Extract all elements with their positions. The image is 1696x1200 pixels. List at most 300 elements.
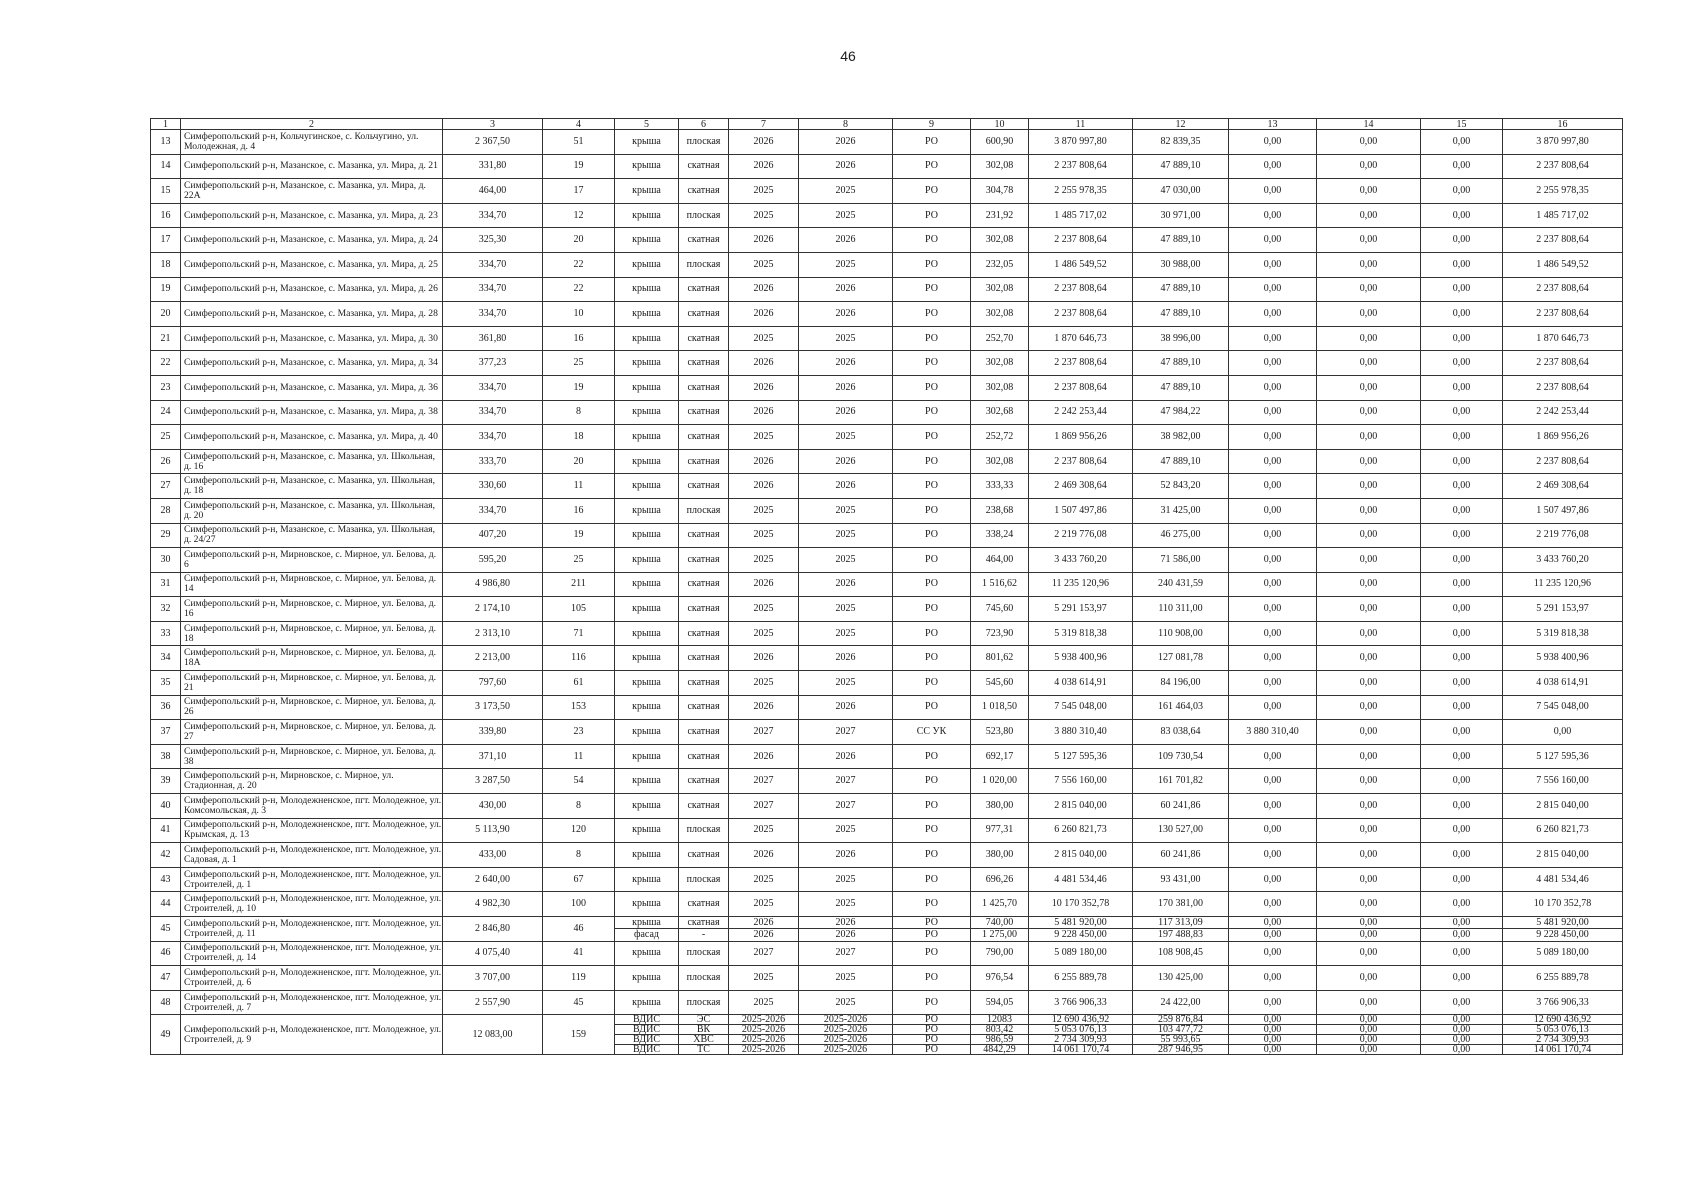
year-plan-cell: 2026: [729, 572, 799, 597]
funding-source-cell: РО: [893, 843, 971, 868]
year-plan-cell: 2026: [729, 474, 799, 499]
structural-element-cell: крыша: [615, 228, 679, 253]
col15-cell: 0,00: [1421, 400, 1503, 425]
unit-cost-cell: 170 381,00: [1133, 892, 1229, 917]
unit-cost-cell: 55 993,65: [1133, 1035, 1229, 1045]
volume-cell: 692,17: [971, 744, 1029, 769]
col14-cell: 0,00: [1317, 646, 1421, 671]
col15-cell: 0,00: [1421, 843, 1503, 868]
total-cell: 9 228 450,00: [1503, 929, 1623, 941]
row-number-cell: 36: [151, 695, 181, 720]
row-number-cell: 13: [151, 130, 181, 155]
col14-cell: 0,00: [1317, 720, 1421, 745]
funding-source-cell: РО: [893, 1025, 971, 1035]
col13-cell: 0,00: [1229, 867, 1317, 892]
col13-cell: 0,00: [1229, 929, 1317, 941]
element-type-cell: скатная: [679, 744, 729, 769]
unit-cost-cell: 130 527,00: [1133, 818, 1229, 843]
volume-cell: 976,54: [971, 966, 1029, 991]
address-cell: Симферопольский р-н, Мазанское, с. Мазанка, ул. Школьная, д. 18: [181, 474, 443, 499]
structural-element-cell: ВДИС: [615, 1045, 679, 1055]
residents-cell: 120: [543, 818, 615, 843]
col15-cell: 0,00: [1421, 720, 1503, 745]
cost-cell: 2 237 808,64: [1029, 351, 1133, 376]
year-fact-cell: 2025: [799, 892, 893, 917]
col13-cell: 0,00: [1229, 597, 1317, 622]
year-plan-cell: 2026: [729, 228, 799, 253]
funding-source-cell: РО: [893, 228, 971, 253]
col14-cell: 0,00: [1317, 671, 1421, 696]
residents-cell: 20: [543, 449, 615, 474]
unit-cost-cell: 46 275,00: [1133, 523, 1229, 548]
total-cell: 5 089 180,00: [1503, 941, 1623, 966]
address-cell: Симферопольский р-н, Мирновское, с. Мирное, ул. Белова, д. 38: [181, 744, 443, 769]
year-fact-cell: 2026: [799, 400, 893, 425]
element-type-cell: плоская: [679, 966, 729, 991]
address-cell: Симферопольский р-н, Молодежненское, пгт. Молодежное, ул. Строителей, д. 9: [181, 1015, 443, 1055]
element-type-cell: скатная: [679, 179, 729, 204]
col14-cell: 0,00: [1317, 929, 1421, 941]
cost-cell: 2 237 808,64: [1029, 302, 1133, 327]
address-cell: Симферопольский р-н, Мазанское, с. Мазанка, ул. Мира, д. 34: [181, 351, 443, 376]
cost-cell: 2 734 309,93: [1029, 1035, 1133, 1045]
table-row: [151, 646, 1623, 671]
total-cell: 12 690 436,92: [1503, 1015, 1623, 1025]
structural-element-cell: крыша: [615, 794, 679, 819]
funding-source-cell: РО: [893, 302, 971, 327]
col15-cell: 0,00: [1421, 498, 1503, 523]
col15-cell: 0,00: [1421, 179, 1503, 204]
volume-cell: 1 516,62: [971, 572, 1029, 597]
col15-cell: 0,00: [1421, 769, 1503, 794]
col14-cell: 0,00: [1317, 302, 1421, 327]
column-header: 1: [151, 119, 181, 130]
area-cell: 334,70: [443, 302, 543, 327]
funding-source-cell: РО: [893, 941, 971, 966]
row-number-cell: 27: [151, 474, 181, 499]
address-cell: Симферопольский р-н, Мазанское, с. Мазанка, ул. Мира, д. 38: [181, 400, 443, 425]
residents-cell: 12: [543, 203, 615, 228]
col13-cell: 0,00: [1229, 990, 1317, 1015]
cost-cell: 2 219 776,08: [1029, 523, 1133, 548]
col13-cell: 0,00: [1229, 1015, 1317, 1025]
column-header: 3: [443, 119, 543, 130]
address-cell: Симферопольский р-н, Молодежненское, пгт. Молодежное, ул. Садовая, д. 1: [181, 843, 443, 868]
col14-cell: 0,00: [1317, 523, 1421, 548]
cost-cell: 1 485 717,02: [1029, 203, 1133, 228]
table-row: [151, 621, 1623, 646]
unit-cost-cell: 47 889,10: [1133, 302, 1229, 327]
structural-element-cell: фасад: [615, 929, 679, 941]
cost-cell: 1 507 497,86: [1029, 498, 1133, 523]
total-cell: 2 815 040,00: [1503, 843, 1623, 868]
structural-element-cell: крыша: [615, 523, 679, 548]
row-number-cell: 37: [151, 720, 181, 745]
column-header: 13: [1229, 119, 1317, 130]
funding-source-cell: РО: [893, 695, 971, 720]
col13-cell: 0,00: [1229, 769, 1317, 794]
area-cell: 2 640,00: [443, 867, 543, 892]
structural-element-cell: крыша: [615, 498, 679, 523]
element-type-cell: скатная: [679, 326, 729, 351]
table-row: [151, 375, 1623, 400]
year-fact-cell: 2027: [799, 720, 893, 745]
col13-cell: 0,00: [1229, 794, 1317, 819]
element-type-cell: скатная: [679, 523, 729, 548]
total-cell: 6 260 821,73: [1503, 818, 1623, 843]
structural-element-cell: крыша: [615, 818, 679, 843]
unit-cost-cell: 84 196,00: [1133, 671, 1229, 696]
total-cell: 1 869 956,26: [1503, 425, 1623, 450]
col15-cell: 0,00: [1421, 523, 1503, 548]
year-plan-cell: 2026: [729, 695, 799, 720]
area-cell: 334,70: [443, 203, 543, 228]
year-fact-cell: 2025-2026: [799, 1045, 893, 1055]
year-fact-cell: 2027: [799, 794, 893, 819]
address-cell: Симферопольский р-н, Мазанское, с. Мазанка, ул. Мира, д. 22А: [181, 179, 443, 204]
address-cell: Симферопольский р-н, Мазанское, с. Мазанка, ул. Мира, д. 36: [181, 375, 443, 400]
volume-cell: 740,00: [971, 917, 1029, 929]
table-row: [151, 302, 1623, 327]
year-plan-cell: 2025: [729, 966, 799, 991]
area-cell: 407,20: [443, 523, 543, 548]
col14-cell: 0,00: [1317, 1045, 1421, 1055]
volume-cell: 977,31: [971, 818, 1029, 843]
structural-element-cell: крыша: [615, 154, 679, 179]
volume-cell: 302,08: [971, 302, 1029, 327]
year-plan-cell: 2026: [729, 744, 799, 769]
element-type-cell: скатная: [679, 449, 729, 474]
row-number-cell: 22: [151, 351, 181, 376]
unit-cost-cell: 47 889,10: [1133, 351, 1229, 376]
col13-cell: 0,00: [1229, 695, 1317, 720]
element-type-cell: скатная: [679, 621, 729, 646]
row-number-cell: 26: [151, 449, 181, 474]
table-row: [151, 277, 1623, 302]
address-cell: Симферопольский р-н, Мазанское, с. Мазанка, ул. Мира, д. 26: [181, 277, 443, 302]
cost-cell: 14 061 170,74: [1029, 1045, 1133, 1055]
table-row: [151, 917, 1623, 929]
year-plan-cell: 2026: [729, 929, 799, 941]
element-type-cell: скатная: [679, 769, 729, 794]
residents-cell: 119: [543, 966, 615, 991]
element-type-cell: скатная: [679, 375, 729, 400]
total-cell: 4 038 614,91: [1503, 671, 1623, 696]
total-cell: 14 061 170,74: [1503, 1045, 1623, 1055]
year-fact-cell: 2026: [799, 302, 893, 327]
residents-cell: 17: [543, 179, 615, 204]
total-cell: 11 235 120,96: [1503, 572, 1623, 597]
structural-element-cell: крыша: [615, 425, 679, 450]
cost-cell: 2 237 808,64: [1029, 154, 1133, 179]
year-plan-cell: 2025: [729, 498, 799, 523]
row-number-cell: 47: [151, 966, 181, 991]
element-type-cell: скатная: [679, 302, 729, 327]
year-fact-cell: 2025: [799, 621, 893, 646]
col13-cell: 0,00: [1229, 646, 1317, 671]
unit-cost-cell: 30 988,00: [1133, 252, 1229, 277]
table-row: [151, 130, 1623, 155]
structural-element-cell: крыша: [615, 326, 679, 351]
col14-cell: 0,00: [1317, 917, 1421, 929]
address-cell: Симферопольский р-н, Мирновское, с. Мирное, ул. Белова, д. 27: [181, 720, 443, 745]
col13-cell: 0,00: [1229, 548, 1317, 573]
col13-cell: 0,00: [1229, 154, 1317, 179]
total-cell: 3 870 997,80: [1503, 130, 1623, 155]
year-fact-cell: 2025: [799, 867, 893, 892]
area-cell: 4 075,40: [443, 941, 543, 966]
col13-cell: 0,00: [1229, 523, 1317, 548]
col15-cell: 0,00: [1421, 203, 1503, 228]
residents-cell: 16: [543, 498, 615, 523]
cost-cell: 5 319 818,38: [1029, 621, 1133, 646]
col15-cell: 0,00: [1421, 425, 1503, 450]
row-number-cell: 39: [151, 769, 181, 794]
volume-cell: 302,08: [971, 228, 1029, 253]
total-cell: 5 319 818,38: [1503, 621, 1623, 646]
year-fact-cell: 2025: [799, 425, 893, 450]
col14-cell: 0,00: [1317, 818, 1421, 843]
volume-cell: 1 275,00: [971, 929, 1029, 941]
year-plan-cell: 2025-2026: [729, 1045, 799, 1055]
funding-source-cell: РО: [893, 929, 971, 941]
total-cell: 5 938 400,96: [1503, 646, 1623, 671]
residents-cell: 8: [543, 794, 615, 819]
col14-cell: 0,00: [1317, 744, 1421, 769]
row-number-cell: 45: [151, 917, 181, 942]
row-number-cell: 16: [151, 203, 181, 228]
structural-element-cell: крыша: [615, 990, 679, 1015]
residents-cell: 25: [543, 548, 615, 573]
element-type-cell: скатная: [679, 720, 729, 745]
total-cell: 5 053 076,13: [1503, 1025, 1623, 1035]
cost-cell: 3 766 906,33: [1029, 990, 1133, 1015]
col15-cell: 0,00: [1421, 794, 1503, 819]
address-cell: Симферопольский р-н, Мазанское, с. Мазанка, ул. Мира, д. 25: [181, 252, 443, 277]
col15-cell: 0,00: [1421, 646, 1503, 671]
row-number-cell: 43: [151, 867, 181, 892]
row-number-cell: 46: [151, 941, 181, 966]
element-type-cell: скатная: [679, 917, 729, 929]
residents-cell: 46: [543, 917, 615, 942]
volume-cell: 231,92: [971, 203, 1029, 228]
address-cell: Симферопольский р-н, Мазанское, с. Мазанка, ул. Мира, д. 21: [181, 154, 443, 179]
funding-source-cell: РО: [893, 425, 971, 450]
col15-cell: 0,00: [1421, 572, 1503, 597]
year-plan-cell: 2025: [729, 621, 799, 646]
structural-element-cell: крыша: [615, 843, 679, 868]
cost-cell: 12 690 436,92: [1029, 1015, 1133, 1025]
element-type-cell: плоская: [679, 203, 729, 228]
cost-cell: 4 481 534,46: [1029, 867, 1133, 892]
element-type-cell: скатная: [679, 425, 729, 450]
unit-cost-cell: 108 908,45: [1133, 941, 1229, 966]
year-fact-cell: 2027: [799, 941, 893, 966]
volume-cell: 545,60: [971, 671, 1029, 696]
unit-cost-cell: 38 982,00: [1133, 425, 1229, 450]
col15-cell: 0,00: [1421, 302, 1503, 327]
row-number-cell: 44: [151, 892, 181, 917]
area-cell: 3 173,50: [443, 695, 543, 720]
row-number-cell: 15: [151, 179, 181, 204]
unit-cost-cell: 197 488,83: [1133, 929, 1229, 941]
element-type-cell: плоская: [679, 818, 729, 843]
residents-cell: 22: [543, 277, 615, 302]
year-fact-cell: 2026: [799, 449, 893, 474]
column-number-row: [151, 119, 1623, 130]
cost-cell: 2 237 808,64: [1029, 277, 1133, 302]
col15-cell: 0,00: [1421, 941, 1503, 966]
unit-cost-cell: 52 843,20: [1133, 474, 1229, 499]
funding-source-cell: РО: [893, 375, 971, 400]
volume-cell: 380,00: [971, 843, 1029, 868]
year-plan-cell: 2027: [729, 769, 799, 794]
row-number-cell: 25: [151, 425, 181, 450]
col14-cell: 0,00: [1317, 449, 1421, 474]
volume-cell: 723,90: [971, 621, 1029, 646]
col14-cell: 0,00: [1317, 130, 1421, 155]
row-number-cell: 40: [151, 794, 181, 819]
unit-cost-cell: 161 464,03: [1133, 695, 1229, 720]
element-type-cell: ВК: [679, 1025, 729, 1035]
col15-cell: 0,00: [1421, 375, 1503, 400]
structural-element-cell: крыша: [615, 548, 679, 573]
element-type-cell: скатная: [679, 794, 729, 819]
volume-cell: 803,42: [971, 1025, 1029, 1035]
col13-cell: 0,00: [1229, 252, 1317, 277]
structural-element-cell: крыша: [615, 252, 679, 277]
address-cell: Симферопольский р-н, Мазанское, с. Мазанка, ул. Мира, д. 23: [181, 203, 443, 228]
col13-cell: 0,00: [1229, 130, 1317, 155]
residents-cell: 116: [543, 646, 615, 671]
col15-cell: 0,00: [1421, 228, 1503, 253]
residents-cell: 54: [543, 769, 615, 794]
total-cell: 2 815 040,00: [1503, 794, 1623, 819]
unit-cost-cell: 117 313,09: [1133, 917, 1229, 929]
col15-cell: 0,00: [1421, 695, 1503, 720]
cost-cell: 5 053 076,13: [1029, 1025, 1133, 1035]
funding-source-cell: РО: [893, 818, 971, 843]
element-type-cell: скатная: [679, 400, 729, 425]
row-number-cell: 34: [151, 646, 181, 671]
cost-cell: 11 235 120,96: [1029, 572, 1133, 597]
unit-cost-cell: 71 586,00: [1133, 548, 1229, 573]
cost-cell: 7 545 048,00: [1029, 695, 1133, 720]
row-number-cell: 17: [151, 228, 181, 253]
structural-element-cell: ВДИС: [615, 1015, 679, 1025]
col14-cell: 0,00: [1317, 252, 1421, 277]
area-cell: 797,60: [443, 671, 543, 696]
table-row: [151, 548, 1623, 573]
year-fact-cell: 2025: [799, 179, 893, 204]
year-fact-cell: 2025: [799, 523, 893, 548]
year-fact-cell: 2026: [799, 917, 893, 929]
funding-source-cell: РО: [893, 1035, 971, 1045]
col13-cell: 0,00: [1229, 498, 1317, 523]
col15-cell: 0,00: [1421, 154, 1503, 179]
residents-cell: 25: [543, 351, 615, 376]
address-cell: Симферопольский р-н, Мирновское, с. Мирное, ул. Белова, д. 21: [181, 671, 443, 696]
year-plan-cell: 2027: [729, 941, 799, 966]
volume-cell: 380,00: [971, 794, 1029, 819]
residents-cell: 105: [543, 597, 615, 622]
unit-cost-cell: 109 730,54: [1133, 744, 1229, 769]
volume-cell: 696,26: [971, 867, 1029, 892]
address-cell: Симферопольский р-н, Мазанское, с. Мазанка, ул. Мира, д. 24: [181, 228, 443, 253]
element-type-cell: скатная: [679, 892, 729, 917]
cost-cell: 2 237 808,64: [1029, 449, 1133, 474]
structural-element-cell: крыша: [615, 695, 679, 720]
address-cell: Симферопольский р-н, Мазанское, с. Мазанка, ул. Школьная, д. 24/27: [181, 523, 443, 548]
residents-cell: 100: [543, 892, 615, 917]
cost-cell: 2 255 978,35: [1029, 179, 1133, 204]
total-cell: 3 766 906,33: [1503, 990, 1623, 1015]
col13-cell: 0,00: [1229, 572, 1317, 597]
year-fact-cell: 2026: [799, 843, 893, 868]
year-fact-cell: 2026: [799, 130, 893, 155]
table-row: [151, 351, 1623, 376]
repair-schedule-table: [150, 118, 1623, 1055]
col13-cell: 0,00: [1229, 818, 1317, 843]
column-header: 12: [1133, 119, 1229, 130]
table-row: [151, 597, 1623, 622]
row-number-cell: 41: [151, 818, 181, 843]
total-cell: 3 433 760,20: [1503, 548, 1623, 573]
structural-element-cell: крыша: [615, 892, 679, 917]
column-header: 16: [1503, 119, 1623, 130]
element-type-cell: скатная: [679, 548, 729, 573]
cost-cell: 2 815 040,00: [1029, 843, 1133, 868]
residents-cell: 18: [543, 425, 615, 450]
residents-cell: 20: [543, 228, 615, 253]
address-cell: Симферопольский р-н, Мирновское, с. Мирное, ул. Белова, д. 18: [181, 621, 443, 646]
table-row: [151, 843, 1623, 868]
volume-cell: 333,33: [971, 474, 1029, 499]
col14-cell: 0,00: [1317, 941, 1421, 966]
year-plan-cell: 2025: [729, 818, 799, 843]
unit-cost-cell: 47 889,10: [1133, 228, 1229, 253]
col15-cell: 0,00: [1421, 744, 1503, 769]
structural-element-cell: крыша: [615, 130, 679, 155]
total-cell: 0,00: [1503, 720, 1623, 745]
total-cell: 2 242 253,44: [1503, 400, 1623, 425]
funding-source-cell: РО: [893, 351, 971, 376]
year-fact-cell: 2026: [799, 744, 893, 769]
total-cell: 7 545 048,00: [1503, 695, 1623, 720]
area-cell: 595,20: [443, 548, 543, 573]
col14-cell: 0,00: [1317, 277, 1421, 302]
year-fact-cell: 2025: [799, 597, 893, 622]
year-plan-cell: 2025: [729, 990, 799, 1015]
year-plan-cell: 2025-2026: [729, 1035, 799, 1045]
col14-cell: 0,00: [1317, 203, 1421, 228]
total-cell: 2 237 808,64: [1503, 277, 1623, 302]
col14-cell: 0,00: [1317, 425, 1421, 450]
year-fact-cell: 2025: [799, 818, 893, 843]
col14-cell: 0,00: [1317, 375, 1421, 400]
col15-cell: 0,00: [1421, 277, 1503, 302]
table-row: [151, 720, 1623, 745]
total-cell: 1 485 717,02: [1503, 203, 1623, 228]
funding-source-cell: РО: [893, 966, 971, 991]
table-row: [151, 523, 1623, 548]
area-cell: 3 287,50: [443, 769, 543, 794]
residents-cell: 19: [543, 154, 615, 179]
funding-source-cell: РО: [893, 597, 971, 622]
structural-element-cell: крыша: [615, 375, 679, 400]
volume-cell: 4842,29: [971, 1045, 1029, 1055]
funding-source-cell: РО: [893, 252, 971, 277]
